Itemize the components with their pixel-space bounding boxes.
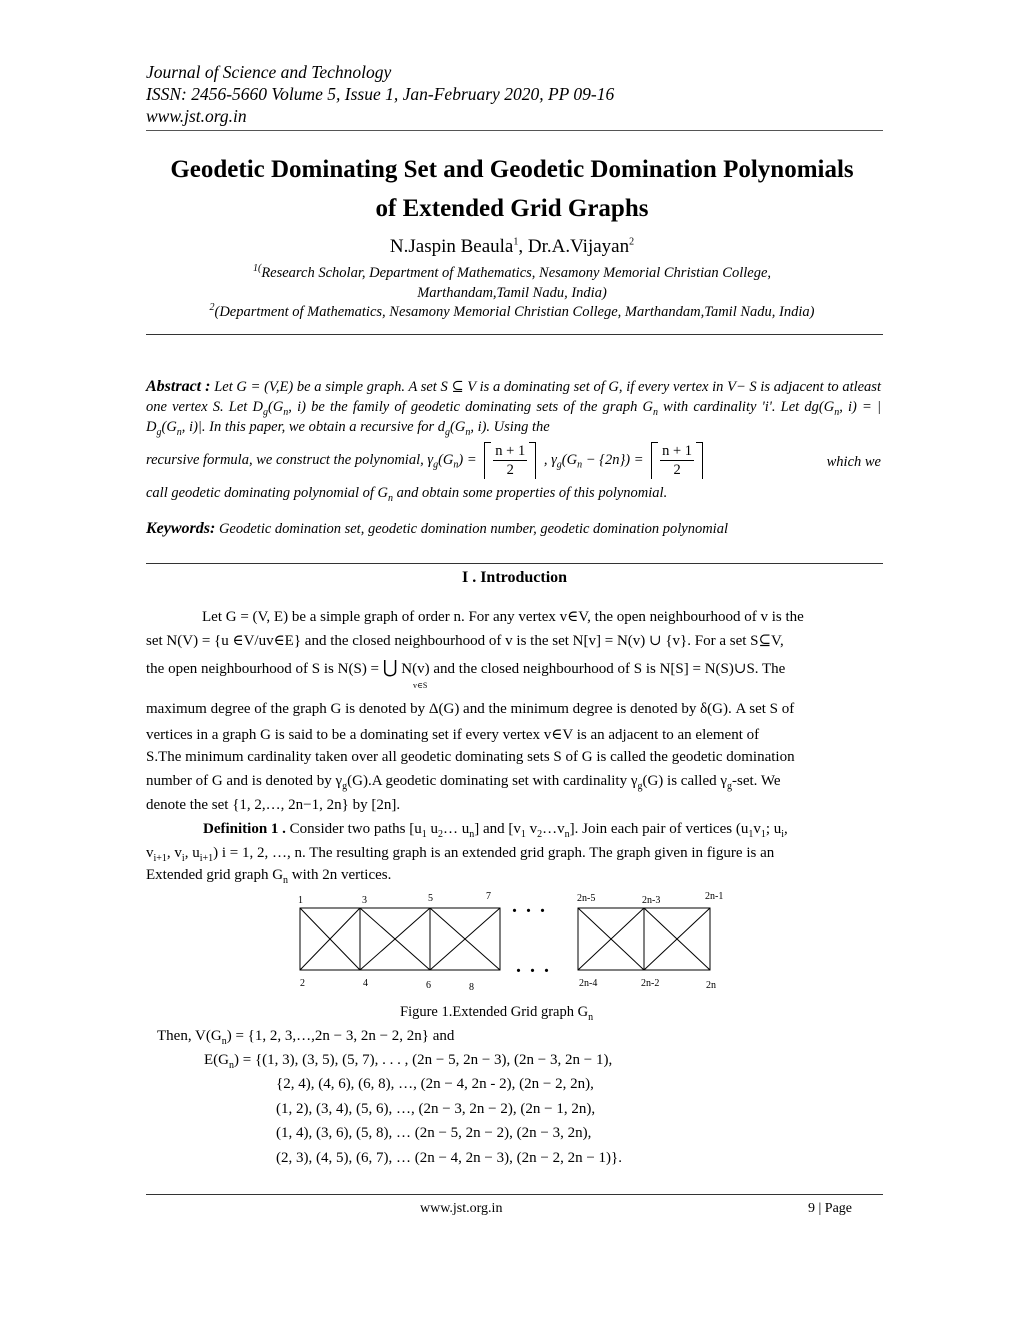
issn-line: ISSN: 2456-5660 Volume 5, Issue 1, Jan-February 2020, PP 09-16 bbox=[146, 84, 615, 104]
extended-grid-graph-figure bbox=[290, 890, 730, 995]
figure-caption: Figure 1.Extended Grid graph $G_n$ bbox=[400, 1004, 594, 1023]
vertex-label-top: 5 bbox=[428, 893, 433, 904]
intro-line-1: Let G = (V, E) be a simple graph of order n. For any vertex v∈V, the open neighbourhood of v is the bbox=[202, 609, 804, 625]
abstract-paragraph: Abstract : Let G = (V,E) be a simple graph. A set S ⊆ V is a dominating set of G, if every vertex in V− S is adjacent to atleast one vertex S. Let $D_g(G_n$, i) be the family of geodetic dominating sets of the graph $G_n$ with cardinality 'i'. Let $dg(G_n$, i) = | $D_g(G_n$, i)|. In this paper, we obtain a recursive for $d_g(G_n$, i). Using the bbox=[146, 378, 882, 438]
abstract-last-line: call geodetic dominating polynomial of $G_n$ and obtain some properties of this polynomial. bbox=[146, 485, 668, 504]
footer-website: www.jst.org.in bbox=[420, 1201, 503, 1216]
vertex-label-bottom: 2n-4 bbox=[579, 978, 598, 989]
ceiling-fraction-1: $\frac{n + 1}{2}$ bbox=[484, 442, 536, 479]
intro-line-8: denote the set {1, 2,…, 2n−1, 2n} by [2n]. bbox=[146, 797, 401, 813]
header-rule bbox=[146, 130, 883, 131]
ellipsis-top: . . . bbox=[512, 895, 547, 917]
authors: N.Jaspin Beaula$^1$, Dr.A.Vijayan$^2$ bbox=[389, 236, 635, 257]
definition-label: Definition 1 . bbox=[203, 821, 286, 837]
vertex-label-bottom: 2n-2 bbox=[641, 978, 660, 989]
ceiling-fraction-2: $\frac{n + 1}{2}$ bbox=[651, 442, 703, 479]
edge-set-line-4: (1, 4), (3, 6), (5, 8), … (2n − 5, 2n − 2), (2n − 3, 2n), bbox=[276, 1125, 592, 1141]
keywords: Keywords: Geodetic domination set, geodetic domination number, geodetic domination polynomial bbox=[146, 520, 728, 537]
page-number: 9 | Page bbox=[808, 1201, 853, 1216]
vertex-label-top: 3 bbox=[362, 895, 367, 906]
vertex-label-bottom: 2 bbox=[300, 978, 305, 989]
keywords-rule bbox=[146, 563, 883, 564]
affiliation-rule bbox=[146, 334, 883, 335]
vertex-label-top: 2n-1 bbox=[705, 891, 724, 902]
abstract-formula-line: recursive formula, we construct the polynomial, $\gamma_g(G_n)$ = $\frac{n + 1}{2}$ , $\gamma_g(G_n - \{2n\})$ = $\frac{n + 1}{2}$ which we bbox=[146, 443, 881, 478]
definition-line-3: Extended grid graph $G_n$ with 2n vertices. bbox=[146, 867, 392, 886]
vertex-label-top: 2n-3 bbox=[642, 895, 661, 906]
intro-line-3: the open neighbourhood of S is N(S) = ⋃ N(v) and the closed neighbourhood of S is N[S] = N(S)∪S. The bbox=[146, 657, 786, 677]
intro-line-5: vertices in a graph G is said to be a dominating set if every vertex v∈V is an adjacent to an element of bbox=[146, 727, 760, 743]
vertex-label-bottom: 2n bbox=[706, 980, 716, 991]
definition-line-1: Definition 1 . Consider two paths [$u_1$ $u_2\dots$ $u_n$] and [$v_1$ $v_2\dots v_n$]. Join each pair of vertices ($u_1v_1$; $u_i$, bbox=[203, 821, 788, 840]
journal-website: www.jst.org.in bbox=[146, 106, 247, 126]
affiliation-1-cont: Marthandam,Tamil Nadu, India) bbox=[417, 285, 607, 301]
intro-line-7: number of G and is denoted by $\gamma_g(G).A$ geodetic dominating set with cardinality $\gamma_g(G)$ is called $\gamma_g$-set. We bbox=[146, 773, 781, 792]
abstract-label: Abstract : bbox=[146, 378, 211, 395]
edge-set-line-5: (2, 3), (4, 5), (6, 7), … (2n − 4, 2n − 3), (2n − 2, 2n − 1)}. bbox=[276, 1150, 622, 1166]
affiliation-1: $^{1(}$Research Scholar, Department of Mathematics, Nesamony Memorial Christian College, bbox=[252, 263, 772, 281]
definition-line-2: $v_{i+1}$, $v_i$, $u_{i+1}$) i = 1, 2, …, n. The resulting graph is an extended grid graph. The graph given in figure is an bbox=[146, 845, 775, 864]
vertex-set-line: Then, $V(G_n) = \{1$, 2, 3,…,2n − 3, 2n − 2, 2n} and bbox=[157, 1028, 455, 1047]
edge-set-line-2: {2, 4), (4, 6), (6, 8), …, (2n − 4, 2n - 2), (2n − 2, 2n), bbox=[276, 1076, 594, 1092]
vertex-label-bottom: 8 bbox=[469, 982, 474, 993]
affiliation-2: $^2$(Department of Mathematics, Nesamony Memorial Christian College, Marthandam,Tamil Nadu, India) bbox=[209, 302, 815, 320]
vertex-label-top: 7 bbox=[486, 891, 491, 902]
footer-rule bbox=[146, 1194, 883, 1195]
section-title: I . Introduction bbox=[461, 569, 568, 586]
intro-line-6: S.The minimum cardinality taken over all geodetic dominating sets S of G is called the geodetic domination bbox=[146, 749, 795, 765]
edge-set-line-1: $E(G_n) = \{(1$, 3), (3, 5), (5, 7), . . . , (2n − 5, 2n − 3), (2n − 3, 2n − 1), bbox=[204, 1052, 613, 1071]
vertex-label-bottom: 4 bbox=[363, 978, 368, 989]
ellipsis-bottom: . . . bbox=[516, 955, 551, 977]
edge-set-line-3: (1, 2), (3, 4), (5, 6), …, (2n − 3, 2n − 2), (2n − 1, 2n), bbox=[276, 1101, 596, 1117]
vertex-label-top: 1 bbox=[298, 895, 303, 906]
paper-title-line2: of Extended Grid Graphs bbox=[375, 195, 649, 222]
vertex-label-top: 2n-5 bbox=[577, 893, 596, 904]
paper-title-line1: Geodetic Dominating Set and Geodetic Domination Polynomials bbox=[170, 156, 854, 183]
vertex-label-bottom: 6 bbox=[426, 980, 431, 991]
union-subscript: v∈S bbox=[413, 681, 428, 690]
intro-line-4: maximum degree of the graph G is denoted by Δ(G) and the minimum degree is denoted by δ(G). A set S of bbox=[146, 701, 795, 717]
intro-line-2: set N(V) = {u ∈V/uv∈E} and the closed neighbourhood of v is the set N[v] = N(v) ∪ {v}. For a set S⊆V, bbox=[146, 633, 784, 649]
journal-name: Journal of Science and Technology bbox=[146, 62, 392, 82]
